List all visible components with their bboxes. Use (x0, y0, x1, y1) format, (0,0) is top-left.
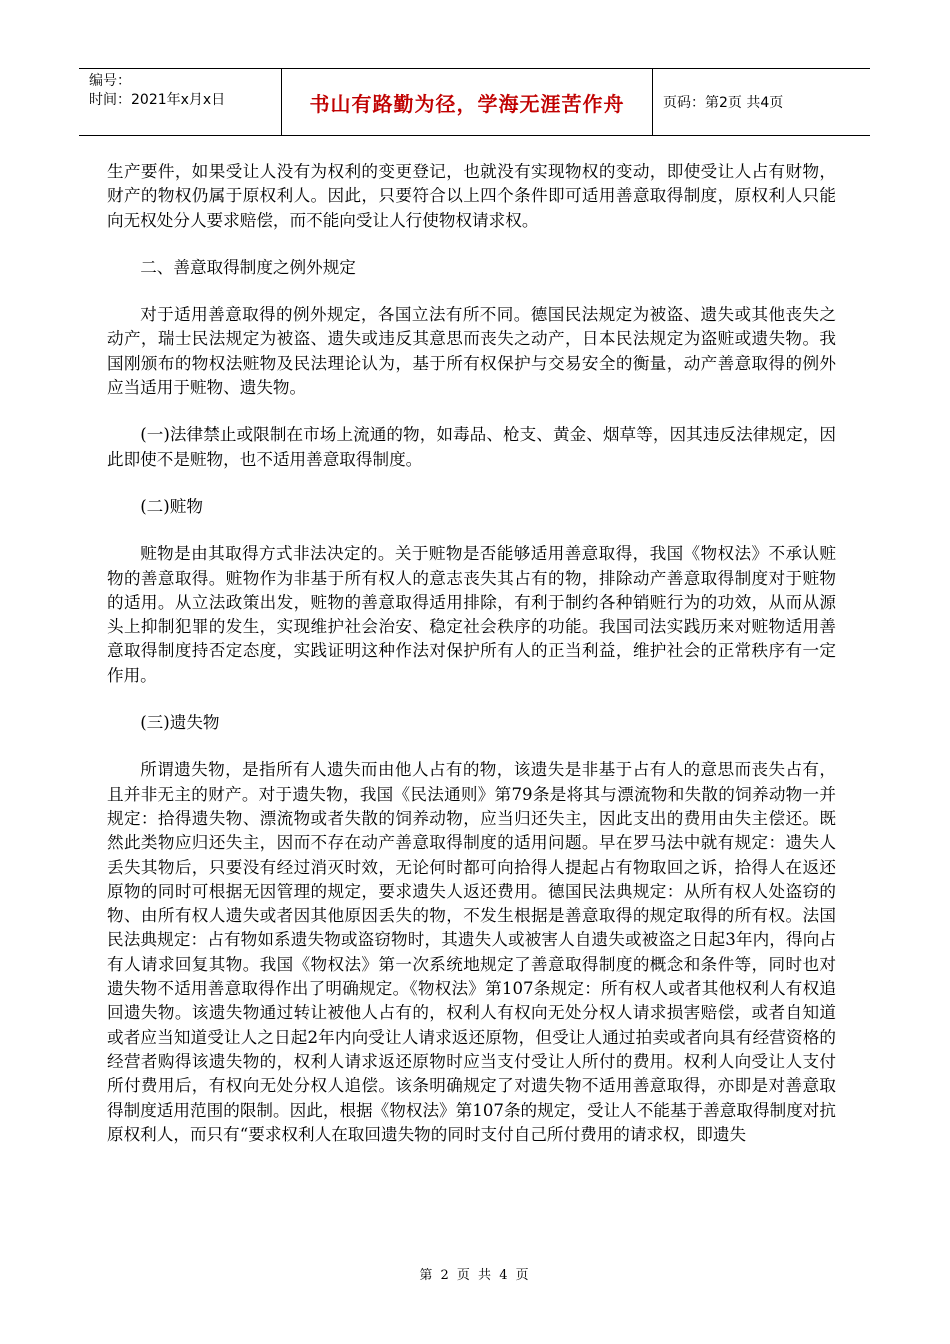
header-meta (79, 69, 282, 135)
header-number: 编号： (89, 73, 131, 89)
header-motto: 书山有路勤为径，学海无涯苦作舟 (282, 69, 653, 135)
subsection-heading: (三)遗失物 (140, 713, 220, 733)
paragraph: 生产要件，如果受让人没有为权利的变更登记，也就没有实现物权的变动，即使受让人占有财物，财产的物权仍属于原权利人。因此，只要符合以上四个条件即可适用善意取得制度，原权利人只能向无权处分人要求赔偿，而不能向受让人行使物权请求权。 (107, 162, 836, 230)
header-date: 时间：2021年x月x日 (89, 92, 226, 108)
section-heading: 二、善意取得制度之例外规定 (140, 257, 356, 277)
paragraph: 所谓遗失物，是指所有人遗失而由他人占有的物，该遗失是非基于占有人的意思而丧失占有，且并非无主的财产。对于遗失物，我国《民法通则》第79条是将其与漂流物和失散的饲养动物一并规定：拾得遗失物、漂流物或者失散的饲养动物，应当归还失主，因此支出的费用由失主偿还。既然此类物应归还失主，因而不存在动产善意取得制度的适用问题。早在罗马法中就有规定：遗失人丢失其物后，只要没有经过消灭时效，无论何时都可向拾得人提起占有物取回之诉，拾得人在返还原物的同时可根据无因管理的规定，要求遗失人返还费用。德国民法典规定：从所有权人处盗窃的物、由所有权人遗失或者因其他原因丢失的物，不发生根据是善意取得的规定取得的所有权。法国民法典规定：占有物如系遗失物或盗窃物时，其遗失人或被害人自遗失或被盗之日起3年内，得向占有人请求回复其物。我国《物权法》第一次系统地规定了善意取得制度的概念和条件等，同时也对遗失物不适用善意取得作出了明确规定。《物权法》第107条规定：所有权人或者其他权利人有权追回遗失物。该遗失物通过转让被他人占有的，权利人有权向无处分权人请求损害赔偿，或者自知道或者应当知道受让人之日起2年内向受让人请求返还原物，但受让人通过拍卖或者向具有经营资格的经营者购得该遗失物的，权利人请求返还原物时应当支付受让人所付的费用。权利人向受让人支付所付费用后，有权向无处分权人追偿。该条明确规定了对遗失物不适用善意取得，亦即是对善意取得制度适用范围的限制。因此，根据《物权法》第107条的规定，受让人不能基于善意取得制度对抗原权利人，而只有“要求权利人在取回遗失物的同时支付自己所付费用的请求权，即遗失 (107, 760, 836, 1144)
paragraph: 赃物是由其取得方式非法决定的。关于赃物是否能够适用善意取得，我国《物权法》不承认赃物的善意取得。赃物作为非基于所有权人的意志丧失其占有的物，排除动产善意取得制度对于赃物的适用。从立法政策出发，赃物的善意取得适用排除，有利于制约各种销赃行为的功效，从而从源头上抑制犯罪的发生，实现维护社会治安、稳定社会秩序的功能。我国司法实践历来对赃物适用善意取得制度持否定态度，实践证明这种作法对保护所有人的正当利益，维护社会的正常秩序有一定作用。 (107, 544, 836, 685)
page-header (79, 68, 870, 136)
paragraph: 对于适用善意取得的例外规定，各国立法有所不同。德国民法规定为被盗、遗失或其他丧失之动产，瑞士民法规定为被盗、遗失或违反其意思而丧失之动产，日本民法规定为盗赃或遗失物。我国刚颁布的物权法赃物及民法理论认为，基于所有权保护与交易安全的衡量，动产善意取得的例外应当适用于赃物、遗失物。 (107, 305, 836, 398)
page-footer: 第 2 页 共 4 页 (419, 1268, 531, 1283)
subsection-heading: (二)赃物 (140, 496, 203, 516)
paragraph: (一)法律禁止或限制在市场上流通的物，如毒品、枪支、黄金、烟草等，因其违反法律规定，因此即使不是赃物，也不适用善意取得制度。 (107, 425, 836, 469)
header-page-info: 页码：第2页 共4页 (663, 95, 784, 111)
document-body (107, 160, 836, 1170)
